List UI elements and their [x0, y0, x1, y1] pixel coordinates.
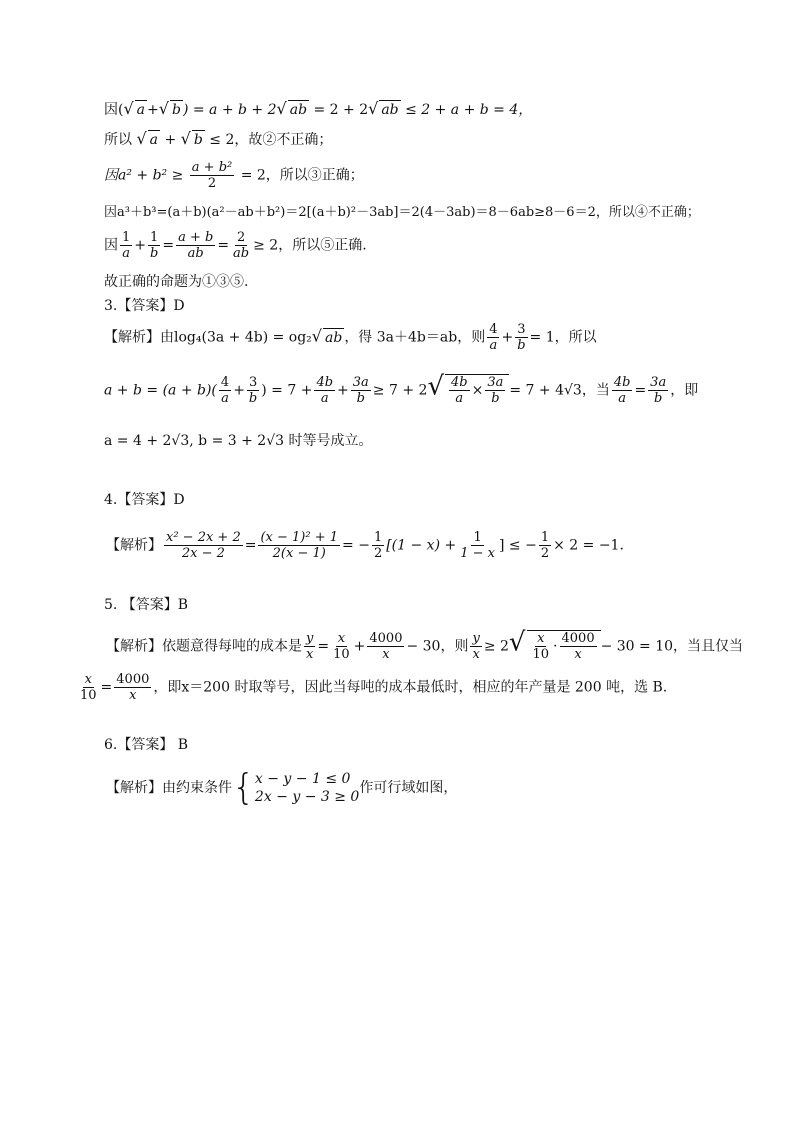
numerator: 3a — [352, 375, 369, 390]
solution-line-2: 所以 √ a + √ b ≤ 2，故②不正确； — [104, 129, 333, 148]
text: − 30 = 10，当且仅当 — [600, 638, 744, 655]
numerator: 3 — [517, 322, 526, 337]
denominator: a — [320, 391, 329, 406]
fraction — [148, 230, 160, 261]
fraction — [367, 631, 404, 662]
analysis-5-line-1: 【解析】依题意得每吨的成本是 $\frac{y}{x}$ = $\frac{x}{10}$ + $\frac{4000}{x}$ − 30，则 $\frac{y}{x}$ ≥ 2√ $\frac{x}{10}$ · $\frac{4000}{x}$ − 30 = 10，当且仅当 — [106, 627, 744, 662]
text: = 7 + 4√3，当 — [509, 382, 610, 399]
fraction — [219, 375, 231, 406]
solution-line-1: 因(√ a +√ b ) = a + b + 2√ ab = 2 + 2√ ab ≤ 2 + a + b = 4， — [104, 99, 533, 118]
denominator: 1 − x — [460, 546, 495, 561]
text: ) = a + b + 2 — [182, 102, 277, 118]
analysis-6 — [106, 767, 458, 808]
solution-line-5 — [104, 230, 367, 261]
numerator: a + b — [178, 230, 214, 245]
analysis-4 — [106, 530, 624, 561]
numerator: x — [337, 631, 346, 646]
sqrt-ab: ab — [289, 102, 308, 118]
fraction — [487, 322, 499, 353]
fraction — [539, 530, 551, 561]
text: 因( — [104, 102, 124, 118]
solution-line-6: 故正确的命题为①③⑤. — [104, 274, 249, 290]
denominator: b — [654, 391, 663, 406]
denominator: x — [306, 647, 314, 662]
text: ≥ 2，所以⑤正确. — [253, 237, 367, 254]
answer-4: 4.【答案】D — [104, 492, 185, 508]
denominator: a — [221, 391, 229, 406]
sqrt-ab: ab — [325, 329, 343, 346]
denominator: x — [129, 688, 137, 703]
denominator: 10 — [532, 647, 550, 662]
fraction — [485, 375, 505, 406]
text: + — [147, 102, 159, 118]
fraction — [351, 375, 371, 406]
text: ，即x＝200 时取等号，因此当每吨的成本最低时，相应的年产量是 200 吨，选 B. — [153, 679, 668, 696]
fraction — [314, 375, 335, 406]
numerator: y — [472, 631, 480, 646]
text: ≤ 2 + a + b = 4， — [400, 102, 533, 118]
fraction — [449, 375, 470, 406]
fraction — [531, 631, 552, 662]
text: 【解析】由log₄(3a + 4b) = og₂ — [104, 329, 312, 346]
constraint-2: 2x − y − 3 ≥ 0 — [254, 789, 360, 805]
numerator: 4000 — [116, 672, 150, 687]
fraction — [560, 631, 597, 662]
denominator: x — [382, 647, 390, 662]
numerator: 4 — [220, 375, 230, 390]
fraction — [258, 530, 340, 561]
numerator: 3a — [650, 375, 667, 390]
fraction — [120, 230, 132, 261]
answer-6: 6.【答案】 B — [104, 737, 189, 753]
analysis-3-line-1: 【解析】由log₄(3a + 4b) = og₂√ ab ，得 3a＋4b＝ab，则 $\frac{4}{a}$ + $\frac{3}{b}$ = 1，所以 — [104, 322, 597, 353]
sqrt-a: a — [149, 132, 159, 148]
fraction — [114, 672, 151, 703]
denominator: b — [150, 246, 159, 261]
sqrt-a: a — [136, 102, 146, 118]
numerator: 3a — [487, 375, 504, 390]
numerator: x — [84, 672, 92, 687]
analysis-3-line-3: a = 4 + 2√3, b = 3 + 2√3 时等号成立。 — [104, 433, 373, 449]
text: + — [501, 329, 514, 346]
text: × 2 = −1. — [553, 537, 624, 554]
text: 因 — [104, 237, 118, 254]
text: 所以 — [104, 132, 137, 148]
text: + — [160, 132, 181, 148]
text: ] ≤ − — [498, 537, 537, 554]
text: 【解析】依题意得每吨的成本是 — [106, 638, 302, 655]
text: = — [244, 537, 257, 554]
fraction — [164, 530, 243, 561]
numerator: 4b — [451, 375, 468, 390]
denominator: 2(x − 1) — [272, 546, 326, 561]
denominator: ab — [187, 246, 204, 261]
denominator: x — [472, 647, 480, 662]
numerator: 4b — [316, 375, 334, 390]
text: + — [233, 382, 245, 399]
text: 【解析】 — [106, 537, 162, 554]
fraction — [231, 230, 251, 261]
text: 【解析】由约束条件 — [106, 780, 232, 796]
text: = — [162, 237, 175, 254]
sqrt-product — [445, 374, 509, 406]
numerator: 1 — [473, 530, 482, 545]
denominator: b — [491, 391, 500, 406]
numerator: x — [537, 631, 545, 646]
numerator: y — [306, 631, 314, 646]
solution-line-4: 因a³＋b³=(a＋b)(a²－ab＋b²)＝2[(a＋b)²－3ab]＝2(4－3ab)＝8－6ab≥8－6＝2，所以④不正确； — [104, 205, 700, 220]
text: ≥ 7 + 2 — [372, 382, 428, 399]
denominator: x — [574, 647, 582, 662]
numerator: 4000 — [369, 631, 403, 646]
text: = 2，所以③正确； — [236, 167, 364, 184]
analysis-5-line-2 — [76, 672, 667, 703]
text: = 2 + 2 — [309, 102, 369, 118]
fraction — [304, 631, 315, 662]
denominator: a — [489, 338, 498, 353]
text: = — [634, 382, 647, 399]
fraction — [190, 160, 234, 191]
sqrt-product — [527, 630, 601, 662]
numerator: a + b² — [191, 160, 233, 175]
denominator: a — [455, 391, 464, 406]
text: a + b = (a + b)( — [104, 382, 217, 399]
fraction — [612, 375, 633, 406]
numerator: 1 — [540, 530, 550, 545]
text: · — [553, 638, 558, 655]
numerator: 4000 — [561, 631, 595, 646]
text: × — [471, 382, 484, 399]
sqrt-ab: ab — [381, 102, 399, 118]
text: = — [217, 237, 230, 254]
answer-3: 3.【答案】D — [104, 298, 185, 314]
fraction — [372, 530, 384, 561]
text: + — [134, 237, 147, 254]
numerator: 4 — [489, 322, 498, 337]
denominator: 10 — [80, 688, 97, 703]
denominator: b — [356, 391, 365, 406]
denominator: a — [122, 246, 131, 261]
denominator: 2 — [373, 546, 383, 561]
text: + — [353, 638, 366, 655]
numerator: 1 — [122, 230, 131, 245]
denominator: 2 — [207, 176, 217, 191]
fraction — [78, 672, 99, 703]
sqrt-b: b — [171, 102, 181, 118]
text: = — [100, 679, 113, 696]
denominator: b — [248, 391, 258, 406]
fraction — [515, 322, 527, 353]
text: = 1，所以 — [529, 329, 597, 346]
analysis-3-line-2: a + b = (a + b)( $\frac{4}{a}$ + $\frac{3}{b}$ ) = 7 + $\frac{4b}{a}$ + $\frac{3a}{b}$ ≥ 7 + 2√ $\frac{4b}{a}$ × $\frac{3a}{b}$ = 7 + 4√3，当 $\frac{4b}{a}$ = $\frac{3a}{b}$ ，即 — [104, 371, 699, 406]
constraint-system: { x − y − 1 ≤ 0 2x − y − 3 ≥ 0 — [232, 767, 360, 808]
text: − 30，则 — [406, 638, 469, 655]
denominator: ab — [233, 246, 250, 261]
text: ≥ 2 — [483, 638, 509, 655]
fraction — [458, 530, 497, 561]
text: [(1 − x) + — [386, 537, 457, 554]
numerator: 1 — [373, 530, 383, 545]
numerator: 3 — [248, 375, 258, 390]
fraction — [176, 230, 215, 261]
denominator: 2 — [540, 546, 550, 561]
numerator: 4b — [613, 375, 631, 390]
text: = — [317, 638, 330, 655]
text: 作可行域如图， — [359, 780, 458, 796]
fraction — [331, 631, 352, 662]
denominator: b — [517, 338, 526, 353]
text: ≤ 2，故②不正确； — [204, 132, 333, 148]
text: ，即 — [670, 382, 699, 399]
denominator: 2x − 2 — [181, 546, 225, 561]
fraction — [470, 631, 481, 662]
denominator: a — [618, 391, 627, 406]
fraction — [247, 375, 259, 406]
text: ) = 7 + — [261, 382, 313, 399]
numerator: 2 — [236, 230, 246, 245]
fraction — [648, 375, 668, 406]
text: 因a² + b² ≥ — [104, 167, 188, 184]
numerator: x² − 2x + 2 — [166, 530, 241, 545]
text: + — [337, 382, 349, 399]
text: = − — [342, 537, 370, 554]
text: ，得 3a＋4b＝ab，则 — [344, 329, 486, 346]
numerator: (x − 1)² + 1 — [260, 530, 339, 545]
answer-5: 5. 【答案】B — [104, 597, 189, 613]
solution-line-3 — [104, 160, 364, 191]
denominator: 10 — [333, 647, 350, 662]
numerator: 1 — [150, 230, 159, 245]
constraint-1: x − y − 1 ≤ 0 — [254, 771, 351, 787]
sqrt-b: b — [193, 132, 203, 148]
